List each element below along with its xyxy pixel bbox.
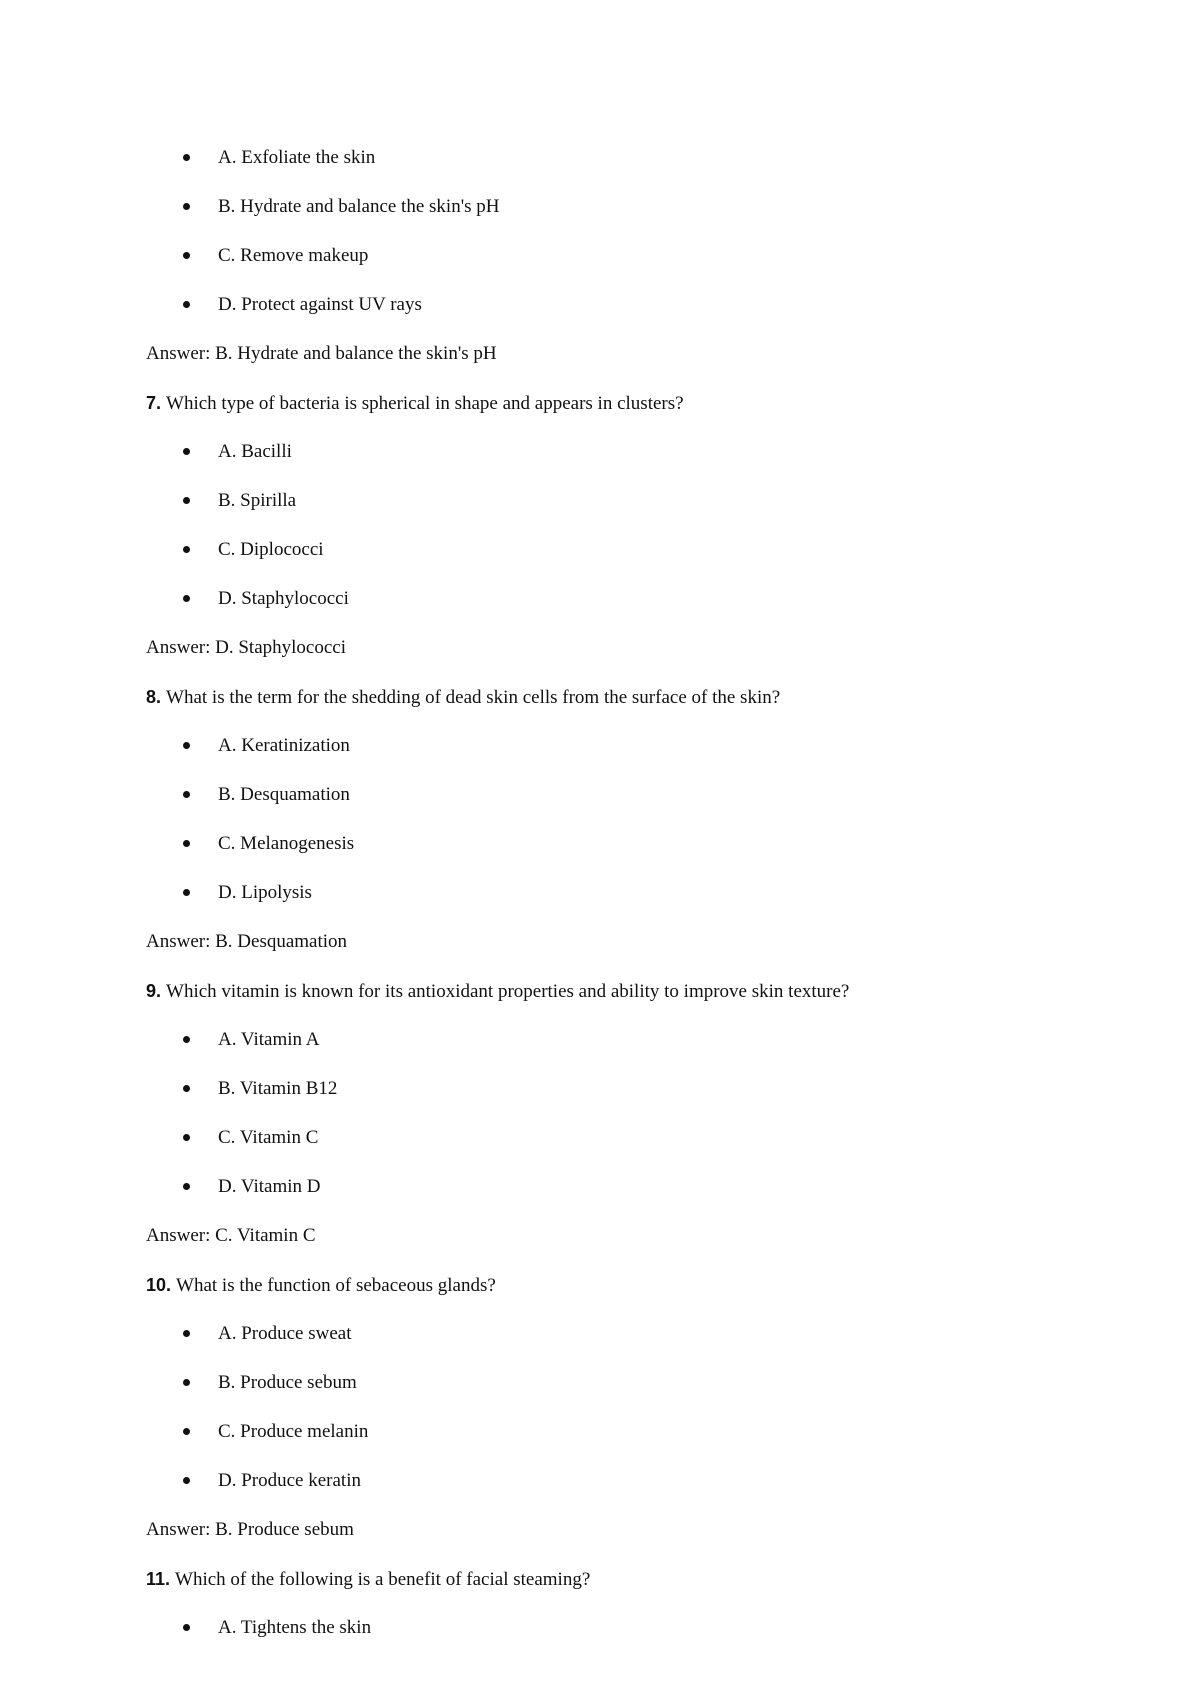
bullet-icon xyxy=(183,595,190,602)
option-label: C. Remove makeup xyxy=(218,245,369,266)
option-label: A. Exfoliate the skin xyxy=(218,147,376,168)
option-item xyxy=(146,1167,1126,1216)
option-label: D. Protect against UV rays xyxy=(218,294,422,315)
option-item xyxy=(146,1020,1126,1069)
bullet-icon xyxy=(183,1134,190,1141)
option-label: D. Vitamin D xyxy=(218,1176,321,1197)
question-number: 11. xyxy=(146,1569,171,1589)
bullet-icon xyxy=(183,154,190,161)
option-item xyxy=(146,1069,1126,1118)
question-7 xyxy=(146,383,1126,432)
option-item xyxy=(146,726,1126,775)
option-item xyxy=(146,187,1126,236)
bullet-icon xyxy=(183,1624,190,1631)
question-9 xyxy=(146,971,1126,1020)
answer-line: Answer: D. Staphylococci xyxy=(146,637,346,658)
option-item xyxy=(146,873,1126,922)
option-item xyxy=(146,1363,1126,1412)
question-11 xyxy=(146,1559,1126,1608)
question-text: What is the function of sebaceous glands? xyxy=(176,1275,496,1296)
option-item xyxy=(146,138,1126,187)
option-item xyxy=(146,1314,1126,1363)
bullet-icon xyxy=(183,1477,190,1484)
option-label: A. Keratinization xyxy=(218,735,350,756)
option-label: B. Spirilla xyxy=(218,490,297,511)
question-text: Which vitamin is known for its antioxidant properties and ability to improve skin texture? xyxy=(166,981,850,1002)
option-item xyxy=(146,481,1126,530)
bullet-icon xyxy=(183,1379,190,1386)
bullet-icon xyxy=(183,546,190,553)
option-item xyxy=(146,1608,1126,1657)
bullet-icon xyxy=(183,1428,190,1435)
question-text: Which type of bacteria is spherical in shape and appears in clusters? xyxy=(166,393,684,414)
bullet-icon xyxy=(183,203,190,210)
bullet-icon xyxy=(183,742,190,749)
option-label: D. Staphylococci xyxy=(218,588,349,609)
bullet-icon xyxy=(183,1330,190,1337)
question-text: What is the term for the shedding of dead skin cells from the surface of the skin? xyxy=(166,687,781,708)
bullet-icon xyxy=(183,840,190,847)
bullet-icon xyxy=(183,301,190,308)
bullet-icon xyxy=(183,252,190,259)
bullet-icon xyxy=(183,497,190,504)
option-item xyxy=(146,285,1126,334)
option-label: A. Produce sweat xyxy=(218,1323,352,1344)
option-label: A. Bacilli xyxy=(218,441,292,462)
option-item xyxy=(146,824,1126,873)
answer-line: Answer: B. Desquamation xyxy=(146,931,348,952)
option-item xyxy=(146,1412,1126,1461)
option-label: A. Tightens the skin xyxy=(218,1617,372,1638)
option-item xyxy=(146,579,1126,628)
quiz-content xyxy=(146,138,1126,1657)
bullet-icon xyxy=(183,1183,190,1190)
answer-line: Answer: B. Hydrate and balance the skin's pH xyxy=(146,343,497,364)
bullet-icon xyxy=(183,448,190,455)
option-label: B. Produce sebum xyxy=(218,1372,357,1393)
option-item xyxy=(146,1118,1126,1167)
option-item xyxy=(146,236,1126,285)
question-text: Which of the following is a benefit of facial steaming? xyxy=(175,1569,591,1590)
question-number: 7. xyxy=(146,393,162,413)
option-label: D. Produce keratin xyxy=(218,1470,361,1491)
option-label: A. Vitamin A xyxy=(218,1029,320,1050)
option-label: B. Desquamation xyxy=(218,784,350,805)
answer-line: Answer: B. Produce sebum xyxy=(146,1519,354,1540)
option-label: C. Melanogenesis xyxy=(218,833,355,854)
question-number: 10. xyxy=(146,1275,172,1295)
option-item xyxy=(146,1461,1126,1510)
option-label: C. Produce melanin xyxy=(218,1421,369,1442)
option-label: B. Vitamin B12 xyxy=(218,1078,338,1099)
answer-line: Answer: C. Vitamin C xyxy=(146,1225,316,1246)
question-10 xyxy=(146,1265,1126,1314)
option-label: C. Vitamin C xyxy=(218,1127,319,1148)
bullet-icon xyxy=(183,791,190,798)
option-item xyxy=(146,775,1126,824)
option-label: C. Diplococci xyxy=(218,539,324,560)
question-number: 9. xyxy=(146,981,162,1001)
option-item xyxy=(146,530,1126,579)
question-number: 8. xyxy=(146,687,162,707)
bullet-icon xyxy=(183,1085,190,1092)
option-label: D. Lipolysis xyxy=(218,882,312,903)
question-8 xyxy=(146,677,1126,726)
bullet-icon xyxy=(183,889,190,896)
option-item xyxy=(146,432,1126,481)
bullet-icon xyxy=(183,1036,190,1043)
option-label: B. Hydrate and balance the skin's pH xyxy=(218,196,500,217)
